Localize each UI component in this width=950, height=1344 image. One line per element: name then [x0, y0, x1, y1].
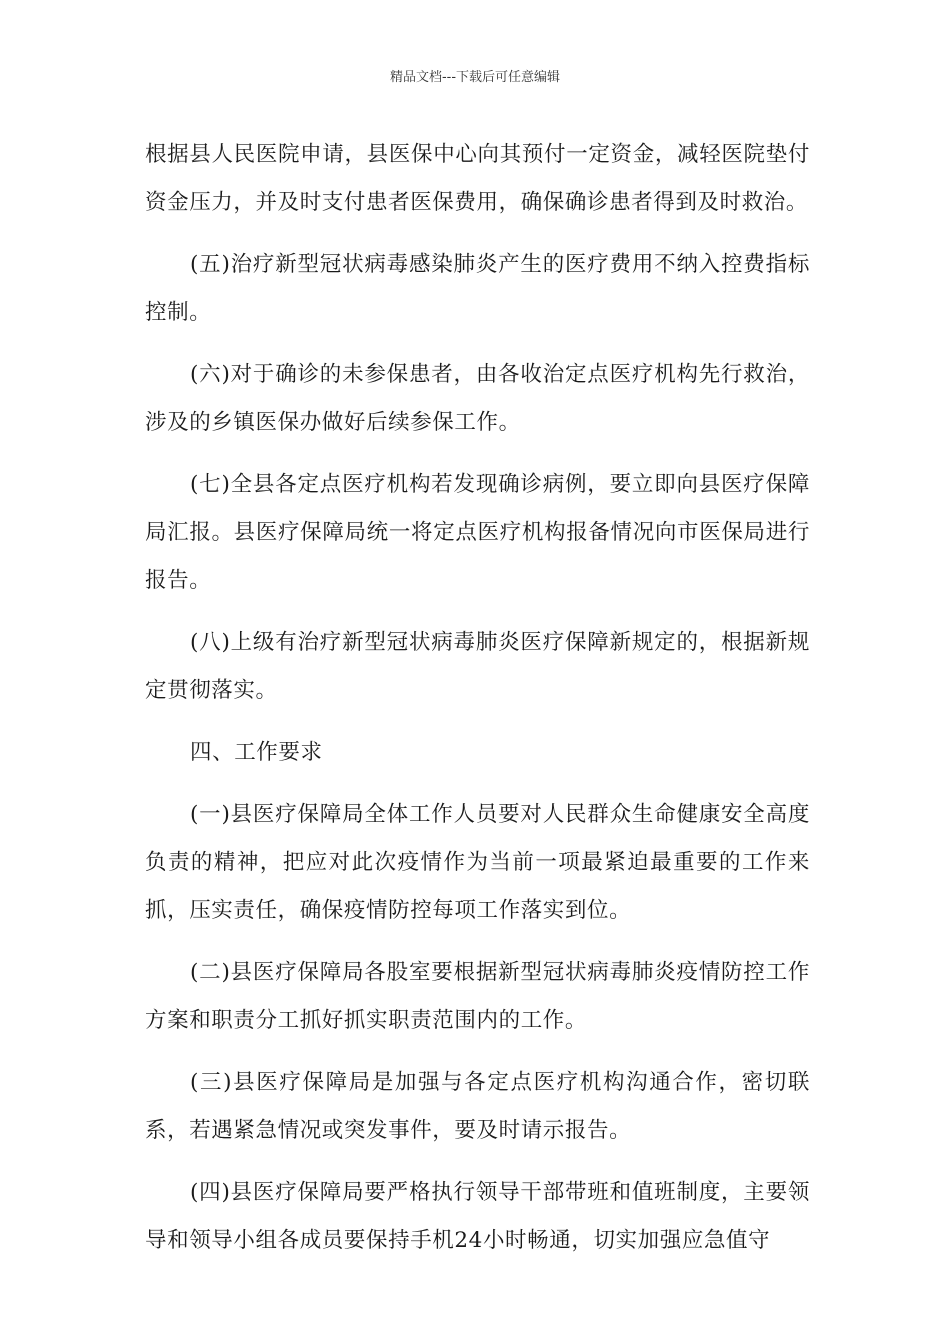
section-heading: 四、工作要求 [190, 740, 323, 765]
paragraph-7: (一)县医疗保障局全体工作人员要对人民群众生命健康安全高度负责的精神，把应对此次疫情作为当前一项最紧迫最重要的工作来抓，压实责任，确保疫情防控每项工作落实到位。 [145, 802, 810, 923]
paragraph-2: (五)治疗新型冠状病毒感染肺炎产生的医疗费用不纳入控费指标控制。 [145, 252, 810, 325]
page-header: 精品文档---下载后可任意编辑 [389, 70, 561, 85]
paragraph-5: (八)上级有治疗新型冠状病毒肺炎医疗保障新规定的，根据新规定贯彻落实。 [145, 630, 810, 703]
paragraph-9: (三)县医疗保障局是加强与各定点医疗机构沟通合作，密切联系，若遇紧急情况或突发事件，要及时请示报告。 [145, 1070, 810, 1143]
paragraph-8: (二)县医疗保障局各股室要根据新型冠状病毒肺炎疫情防控工作方案和职责分工抓好抓实职责范围内的工作。 [145, 960, 810, 1033]
document-body [145, 131, 810, 1279]
paragraph-10: (四)县医疗保障局要严格执行领导干部带班和值班制度，主要领导和领导小组各成员要保持手机24小时畅通，切实加强应急值守 [145, 1180, 810, 1253]
paragraph-3: (六)对于确诊的未参保患者，由各收治定点医疗机构先行救治，涉及的乡镇医保办做好后续参保工作。 [145, 362, 810, 435]
paragraph-1: 根据县人民医院申请，县医保中心向其预付一定资金，减轻医院垫付资金压力，并及时支付患者医保费用，确保确诊患者得到及时救治。 [145, 142, 810, 215]
paragraph-4: (七)全县各定点医疗机构若发现确诊病例，要立即向县医疗保障局汇报。县医疗保障局统一将定点医疗机构报备情况向市医保局进行报告。 [145, 472, 810, 593]
